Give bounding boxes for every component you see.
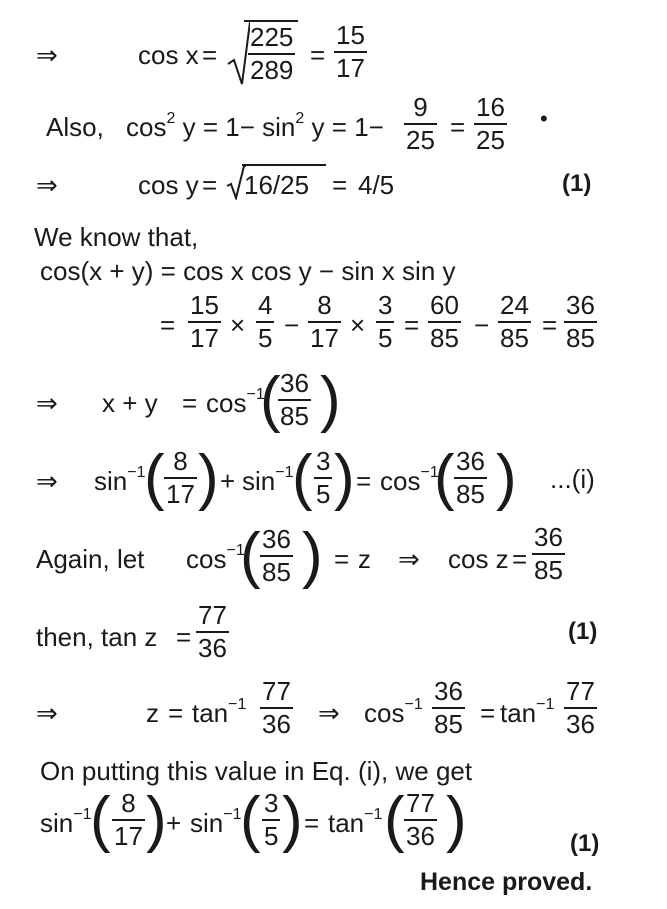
denominator: 85 xyxy=(434,709,463,740)
tan-fn: tan xyxy=(192,698,229,728)
numerator: 4 xyxy=(258,290,273,320)
inverse-sup: −1 xyxy=(228,696,247,713)
then-tan-label: then, tan z xyxy=(36,622,158,652)
plus: + xyxy=(166,808,182,838)
inverse-sup: −1 xyxy=(73,806,92,823)
minus: − xyxy=(318,256,335,286)
equals: = xyxy=(331,112,347,142)
number: 1 xyxy=(225,112,240,142)
implies-symbol: ⇒ xyxy=(36,40,58,70)
denominator: 5 xyxy=(378,323,393,354)
equals: = xyxy=(542,310,558,340)
superscript: 2 xyxy=(166,110,176,127)
arcsin xyxy=(190,808,242,839)
right-paren: ) xyxy=(446,785,467,854)
equals: = xyxy=(404,310,420,340)
denominator: 289 xyxy=(250,55,294,86)
denominator: 85 xyxy=(430,323,459,354)
arccos xyxy=(186,544,245,575)
implies-symbol: ⇒ xyxy=(318,698,340,728)
denominator: 5 xyxy=(264,821,279,852)
again-let-label: Again, let xyxy=(36,544,145,574)
equals: = xyxy=(310,40,326,70)
inverse-sup: −1 xyxy=(364,806,383,823)
equals: = xyxy=(304,808,320,838)
implies-symbol: ⇒ xyxy=(36,698,58,728)
denominator: 36 xyxy=(406,821,435,852)
denominator: 5 xyxy=(316,479,331,510)
tan-fn: tan xyxy=(328,808,365,838)
left-paren: ( xyxy=(144,443,165,512)
line-cos-sum xyxy=(40,256,456,287)
left-paren: ( xyxy=(90,785,111,854)
denominator: 85 xyxy=(262,557,291,588)
marks-label: (1) xyxy=(570,830,600,857)
sin-fn: sin xyxy=(242,466,276,496)
sin-fn: sin xyxy=(40,808,74,838)
numerator: 15 xyxy=(190,290,219,320)
inverse-sup: −1 xyxy=(127,464,146,481)
left-paren: ( xyxy=(240,521,261,590)
var-y: y xyxy=(311,112,325,142)
arccos xyxy=(364,698,423,729)
numerator: 8 xyxy=(121,788,136,818)
left-paren: ( xyxy=(434,443,455,512)
sin-y: sin y xyxy=(402,256,456,286)
denominator: 17 xyxy=(336,53,365,84)
sin-fn: sin xyxy=(262,112,296,142)
plus: + xyxy=(220,466,236,496)
equals: = xyxy=(176,622,192,652)
marks-label: (1) xyxy=(562,170,592,197)
right-paren: ) xyxy=(302,521,323,590)
numerator: 3 xyxy=(264,788,279,818)
equals: = xyxy=(356,466,372,496)
arctan xyxy=(192,698,246,729)
cos-fn: cos xyxy=(126,112,167,142)
denominator: 25 xyxy=(406,125,435,156)
denominator: 85 xyxy=(280,401,309,432)
radicand: 16/25 xyxy=(244,170,310,200)
inverse-sup: −1 xyxy=(226,542,245,559)
arccos xyxy=(206,388,265,419)
numerator: 77 xyxy=(198,600,227,630)
numerator: 16 xyxy=(476,92,505,122)
line-tan-z xyxy=(36,600,616,672)
implies-symbol: ⇒ xyxy=(36,388,58,418)
denominator: 17 xyxy=(190,323,219,354)
equals: = xyxy=(202,170,218,200)
equals: = xyxy=(480,698,496,728)
inverse-sup: −1 xyxy=(404,696,423,713)
equation-label: ...(i) xyxy=(550,464,595,494)
numerator: 36 xyxy=(456,446,485,476)
var-z: z xyxy=(146,698,159,728)
right-paren: ) xyxy=(282,785,303,854)
arcsin xyxy=(40,808,92,839)
cos-y: cos y xyxy=(138,170,199,200)
marks-label: (1) xyxy=(568,618,598,645)
hence-proved: Hence proved. xyxy=(420,868,593,896)
arctan xyxy=(328,808,382,839)
denominator: 17 xyxy=(114,821,143,852)
inverse-sup: −1 xyxy=(420,464,439,481)
left-paren: ( xyxy=(260,365,281,434)
denominator: 85 xyxy=(566,323,595,354)
denominator: 36 xyxy=(262,709,291,740)
arccos xyxy=(380,466,439,497)
numerator: 36 xyxy=(434,676,463,706)
right-paren: ) xyxy=(146,785,167,854)
equals: = xyxy=(202,40,218,70)
times: × xyxy=(230,310,246,340)
numerator: 3 xyxy=(316,446,331,476)
tan-fn: tan xyxy=(500,698,537,728)
denominator: 17 xyxy=(310,323,339,354)
right-paren: ) xyxy=(334,443,355,512)
equals: = xyxy=(202,112,219,142)
minus: − xyxy=(368,112,384,142)
left-paren: ( xyxy=(292,443,313,512)
equals: = xyxy=(512,544,528,574)
numerator: 77 xyxy=(566,676,595,706)
numerator: 36 xyxy=(280,368,309,398)
line-cos2-y xyxy=(46,92,606,162)
sin-x: sin x xyxy=(341,256,395,286)
arcsin xyxy=(242,466,294,497)
cos-fn: cos xyxy=(206,388,247,418)
minus: − xyxy=(284,310,300,340)
we-know-line: We know that, xyxy=(34,222,199,252)
right-paren: ) xyxy=(198,443,219,512)
denominator: 36 xyxy=(566,709,595,740)
numerator: 225 xyxy=(250,22,294,52)
var-y: y xyxy=(182,112,196,142)
cos-z: cos z xyxy=(448,544,509,574)
cos-y: cos y xyxy=(251,256,312,286)
equals: = xyxy=(332,170,348,200)
line-eq-i xyxy=(36,444,636,516)
line-cos-y xyxy=(36,164,616,204)
numerator: 24 xyxy=(500,290,529,320)
arcsin xyxy=(94,466,146,497)
equals: = xyxy=(160,310,176,340)
radical-sign-icon xyxy=(226,20,250,88)
inverse-sup: −1 xyxy=(536,696,555,713)
also-label: Also, xyxy=(46,112,104,142)
cos-fn: cos xyxy=(380,466,421,496)
numerator: 9 xyxy=(413,92,428,122)
cos-fn: cos xyxy=(186,544,227,574)
line-final xyxy=(40,786,620,862)
denominator: 85 xyxy=(456,479,485,510)
on-putting-line: On putting this value in Eq. (i), we get xyxy=(40,756,473,786)
numerator: 36 xyxy=(566,290,595,320)
equals: = xyxy=(334,544,350,574)
cos-x: cos x xyxy=(138,40,199,70)
equals: = xyxy=(182,388,198,418)
numerator: 36 xyxy=(262,524,291,554)
implies-symbol: ⇒ xyxy=(36,170,58,200)
numerator: 3 xyxy=(378,290,393,320)
equals: = xyxy=(168,698,184,728)
denominator: 25 xyxy=(476,125,505,156)
number: 1 xyxy=(354,112,369,142)
cos-x: cos x xyxy=(183,256,244,286)
sin-fn: sin xyxy=(190,808,224,838)
implies-symbol: ⇒ xyxy=(36,466,58,496)
denominator: 36 xyxy=(198,633,227,664)
left-paren: ( xyxy=(240,785,261,854)
equals: = xyxy=(160,256,176,286)
line-z-tan xyxy=(36,676,636,748)
x-plus-y: x + y xyxy=(102,388,158,418)
denominator: 85 xyxy=(534,555,563,586)
inverse-sup: −1 xyxy=(246,386,265,403)
cos-fn: cos xyxy=(364,698,405,728)
var-z: z xyxy=(358,544,371,574)
cos-sum: cos(x + y) xyxy=(40,256,154,286)
right-paren: ) xyxy=(320,365,341,434)
minus: − xyxy=(474,310,490,340)
numerator: 60 xyxy=(430,290,459,320)
equals: = xyxy=(450,112,466,142)
arctan xyxy=(500,698,554,729)
right-paren: ) xyxy=(496,443,517,512)
result: 4/5 xyxy=(358,170,395,200)
minus: − xyxy=(239,112,255,142)
radical-sign-icon xyxy=(226,164,246,200)
sin-fn: sin xyxy=(94,466,128,496)
times: × xyxy=(350,310,366,340)
denominator: 5 xyxy=(258,323,273,354)
cos2-y xyxy=(126,112,384,143)
inverse-sup: −1 xyxy=(223,806,242,823)
numerator: 8 xyxy=(173,446,188,476)
superscript: 2 xyxy=(295,110,305,127)
dot-mark: • xyxy=(540,106,548,131)
denominator: 17 xyxy=(166,479,195,510)
implies-symbol: ⇒ xyxy=(398,544,420,574)
numerator: 77 xyxy=(406,788,435,818)
left-paren: ( xyxy=(384,785,405,854)
numerator: 77 xyxy=(262,676,291,706)
numerator: 15 xyxy=(336,20,365,50)
numerator: 36 xyxy=(534,522,563,552)
denominator: 85 xyxy=(500,323,529,354)
numerator: 8 xyxy=(317,290,332,320)
inverse-sup: −1 xyxy=(275,464,294,481)
line-again xyxy=(36,522,636,594)
